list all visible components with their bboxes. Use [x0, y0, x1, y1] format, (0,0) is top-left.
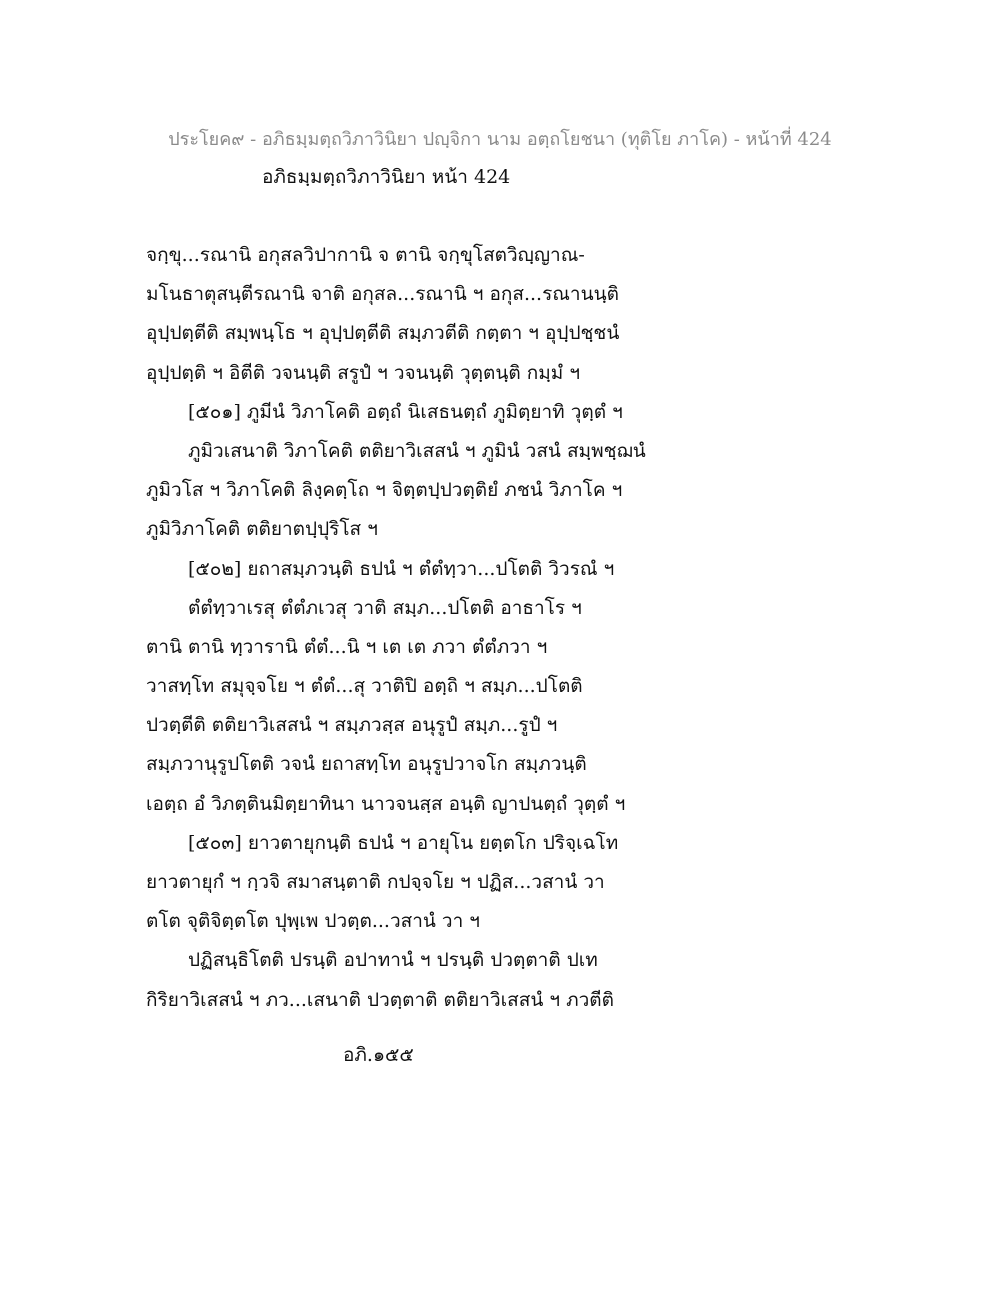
text-line: มโนธาตุสนฺตีรณานิ จาติ อกุสล...รณานิ ฯ อกุส...รณานนฺติ — [146, 283, 619, 306]
text-line: สมฺภวานุรูปโตติ วจนํ ยถาสทฺโท อนุรูปวาจโก สมฺภวนฺติ — [146, 753, 587, 776]
text-line: ตํตํทฺวาเรสุ ตํตํภเวสุ วาติ สมฺภ...ปโตติ อาธาโร ฯ — [188, 596, 582, 619]
page-signature: อภิ.๑๕๕ — [343, 1044, 414, 1066]
text-line: ยาวตายุกํ ฯ กฺวจิ สมาสนฺตาติ กปจฺจโย ฯ ปฏิส...วสานํ วา — [146, 871, 605, 893]
text-line: ปฏิสนฺธิโตติ ปรนฺติ อปาทานํ ฯ ปรนฺติ ปวตฺตาติ ปเท — [188, 949, 598, 972]
page-title: อภิธมฺมตฺถวิภาวินิยา หน้า 424 — [262, 166, 511, 188]
running-header: ประโยค๙ - อภิธมฺมตฺถวิภาวินิยา ปญฺจิกา นาม อตฺถโยชนา (ทุติโย ภาโค) - หน้าที่ 424 — [168, 129, 832, 150]
text-line: เอตฺถ อํ วิภตฺตินมิตฺยาทินา นาวจนสฺส อนฺติ ญาปนตฺถํ วุตฺตํ ฯ — [146, 792, 626, 815]
text-line: [๕๐๒] ยถาสมฺภวนฺติ ธปนํ ฯ ตํตํทฺวา...ปโตติ วิวรณํ ฯ — [188, 557, 615, 580]
text-line: [๕๐๓] ยาวตายุกนฺติ ธปนํ ฯ อายุโน ยตฺตโก ปริจฺเฉโท — [188, 831, 619, 854]
text-line: จกฺขุ...รณานิ อกุสลวิปากานิ จ ตานิ จกฺขุโสตวิญฺญาณ- — [146, 244, 585, 266]
text-line: ตานิ ตานิ ทฺวารานิ ตํตํ...นิ ฯ เต เต ภวา ตํตํภวา ฯ — [146, 635, 548, 658]
text-line: ภูมิวโส ฯ วิภาโคติ ลิงฺคตฺโถ ฯ จิตฺตปฺปวตฺติยํ ภชนํ วิภาโค ฯ — [146, 479, 623, 502]
text-line: อุปฺปตฺติ ฯ อิตีติ วจนนฺติ สรูปํ ฯ วจนนฺติ วุตฺตนฺติ กมฺมํ ฯ — [146, 361, 580, 384]
body-text — [146, 242, 846, 1026]
text-line: ปวตฺตีติ ตติยาวิเสสนํ ฯ สมฺภวสฺส อนุรูปํ สมฺภ...รูปํ ฯ — [146, 714, 558, 737]
text-line: ภูมิวิภาโคติ ตติยาตปฺปุริโส ฯ — [146, 518, 378, 541]
text-line: อุปฺปตฺตีติ สมฺพนฺโธ ฯ อุปฺปตฺตีติ สมฺภวตีติ กตฺตา ฯ อุปฺปชฺชนํ — [146, 322, 620, 345]
text-line: วาสทฺโท สมุจฺจโย ฯ ตํตํ...สุ วาติปิ อตฺถิ ฯ สมฺภ...ปโตติ — [146, 675, 583, 698]
text-line: [๕๐๑] ภูมีนํ วิภาโคติ อตฺถํ นิเสธนตฺถํ ภูมิตฺยาทิ วุตฺตํ ฯ — [188, 400, 623, 423]
text-line: ภูมิวเสนาติ วิภาโคติ ตติยาวิเสสนํ ฯ ภูมินํ วสนํ สมฺพชฺฌนํ — [188, 439, 646, 462]
text-line: กิริยาวิเสสนํ ฯ ภว...เสนาติ ปวตฺตาติ ตติยาวิเสสนํ ฯ ภวตีติ — [146, 988, 614, 1011]
text-line: ตโต จุติจิตฺตโต ปุพฺเพ ปวตฺต...วสานํ วา ฯ — [146, 910, 480, 933]
